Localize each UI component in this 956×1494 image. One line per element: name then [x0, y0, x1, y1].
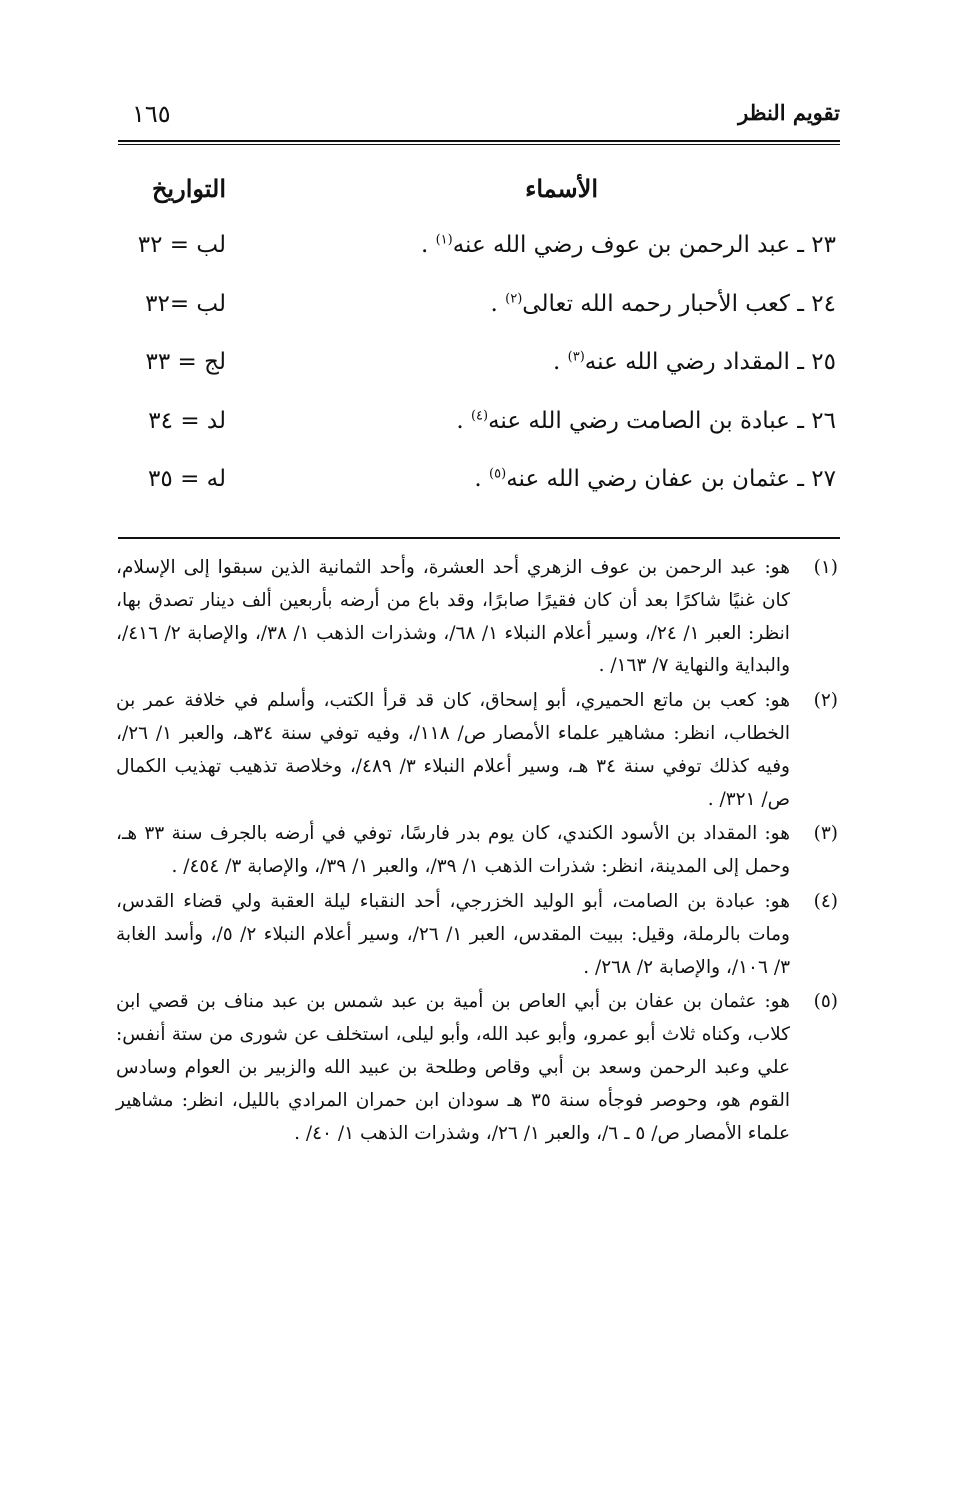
- table-row: [116, 224, 836, 283]
- entries-table: [116, 224, 836, 517]
- footnotes: [116, 552, 838, 1152]
- footnote-text: هو: عثمان بن عفان بن أبي العاص بن أمية بن عبد شمس بن عبد مناف بن قصي ابن كلاب، وكناه ثلاث أبو عمرو، وأبو عبد الله، وأبو ليلى، استخلف عن شورى من ستة أنفس: علي وعبد الرحمن وسعد بن أبي وقاص وطلحة بن عبيد الله والزبير بن العوام وسادس القوم هو، وحوصر فوجأه سنة ٣٥ هـ سودان ابن حمران المرادي بالليل، انظر: مشاهير علماء الأمصار ص/ ٥ ـ ٦/، والعبر ١/ ٢٦/، وشذرات الذهب ١/ ٤٠/ .: [116, 991, 790, 1144]
- footnote: [116, 685, 838, 816]
- entry-name: ٢٤ ـ كعب الأحبار رحمه الله تعالى$^{(٢)}$ .: [490, 290, 836, 317]
- entry-name: ٢٦ ـ عبادة بن الصامت رضي الله عنه$^{(٤)}$ .: [456, 407, 836, 434]
- footnote-ref: (٤): [470, 407, 489, 423]
- footnote-ref: (٣): [567, 349, 585, 365]
- footnote-marker: (١): [813, 557, 838, 578]
- footnote: [116, 552, 838, 683]
- column-heading-dates: التواريخ: [151, 174, 226, 203]
- footnote: [116, 886, 838, 984]
- footnote: [116, 818, 838, 884]
- footnote-text: هو: عبد الرحمن بن عوف الزهري أحد العشرة، وأحد الثمانية الذين سبقوا إلى الإسلام، كان غنيًا شاكرًا بعد أن كان فقيرًا صابرًا، وقد باع من أرضه بأربعين ألف دينار تصدق بها، انظر: العبر ١/ ٢٤/، وسير أعلام النبلاء ١/ ٦٨/، وشذرات الذهب ١/ ٣٨/، والإصابة ٢/ ٤١٦/، والبداية والنهاية ٧/ ١٦٣/ .: [116, 557, 790, 677]
- entry-name: ٢٣ ـ عبد الرحمن بن عوف رضي الله عنه$^{(١)}$ .: [420, 232, 836, 258]
- entry-date: لب = ٣٢: [137, 232, 226, 258]
- footnote: [116, 986, 838, 1150]
- running-title: تقويم النظر: [738, 100, 840, 125]
- table-row: [116, 400, 836, 459]
- table-row: [116, 341, 836, 400]
- footnote-marker: (٤): [813, 890, 838, 912]
- footnote-marker: (٣): [813, 823, 838, 845]
- header-rule: [118, 140, 840, 145]
- table-row: [116, 283, 836, 342]
- footnote-marker: (٢): [813, 690, 838, 712]
- footnote-text: هو: المقداد بن الأسود الكندي، كان يوم بدر فارسًا، توفي في أرضه بالجرف سنة ٣٣ هـ، وحمل إلى المدينة، انظر: شذرات الذهب ١/ ٣٩/، والعبر ١/ ٣٩/، والإصابة ٣/ ٤٥٤/ .: [116, 823, 790, 878]
- entry-name: ٢٥ ـ المقداد رضي الله عنه$^{(٣)}$ .: [553, 349, 836, 375]
- footnote-text: هو: كعب بن ماتع الحميري، أبو إسحاق، كان قد قرأ الكتب، وأسلم في خلافة عمر بن الخطاب، انظر: مشاهير علماء الأمصار ص/ ١١٨/، وفيه توفي سنة ٣٤هـ، والعبر ١/ ٢٦/، وفيه كذلك توفي سنة ٣٤ هـ، وسير أعلام النبلاء ٣/ ٤٨٩/، وخلاصة تذهيب تهذيب الكمال ص/ ٣٢١/ .: [116, 690, 790, 810]
- footnote-ref: (١): [435, 232, 453, 248]
- entry-name: ٢٧ ـ عثمان بن عفان رضي الله عنه$^{(٥)}$ .: [474, 466, 836, 492]
- table-row: [116, 458, 836, 517]
- footnote-marker: (٥): [813, 991, 838, 1013]
- entry-date: له = ٣٥: [148, 466, 226, 492]
- entry-date: لد = ٣٤: [148, 407, 226, 434]
- entry-date: لب =٣٢: [145, 290, 226, 317]
- entry-date: لج = ٣٣: [145, 349, 226, 375]
- page-header: [118, 96, 840, 136]
- page-number: ١٦٥: [132, 100, 171, 128]
- column-heading-names: الأسماء: [525, 174, 598, 203]
- footnotes-rule: [118, 537, 840, 539]
- footnote-text: هو: عبادة بن الصامت، أبو الوليد الخزرجي، أحد النقباء ليلة العقبة ولي قضاء القدس، ومات بالرملة، وقيل: ببيت المقدس، العبر ١/ ٢٦/، وسير أعلام النبلاء ٢/ ٥/، وأسد الغابة ٣/ ١٠٦/، والإصابة ٢/ ٢٦٨/ .: [116, 890, 790, 978]
- footnote-ref: (٢): [505, 290, 523, 306]
- footnote-ref: (٥): [489, 466, 507, 482]
